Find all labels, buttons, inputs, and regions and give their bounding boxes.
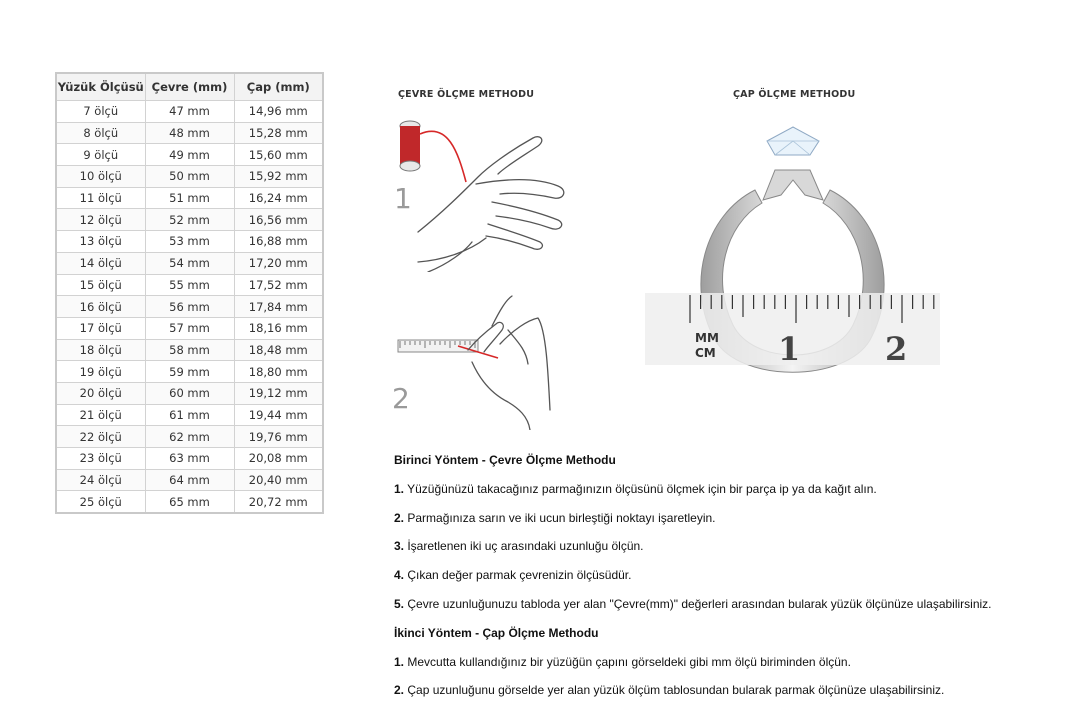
step-number: 2. — [394, 511, 405, 525]
diameter-cell: 18,16 mm — [234, 317, 323, 339]
table-row — [56, 339, 323, 361]
step-number: 5. — [394, 597, 405, 611]
step-number: 2. — [394, 683, 405, 697]
table-row — [56, 361, 323, 383]
step-text: Mevcutta kullandığınız bir yüzüğün çapını görseldeki gibi mm ölçü biriminden ölçün. — [404, 655, 851, 669]
diameter-method-title: ÇAP ÖLÇME METHODU — [733, 89, 856, 100]
table-row — [56, 426, 323, 448]
step-number: 1. — [394, 655, 405, 669]
size-cell: 9 ölçü — [56, 144, 145, 166]
table-row — [56, 382, 323, 404]
circumference-cell: 64 mm — [145, 469, 234, 491]
diameter-cell: 16,88 mm — [234, 231, 323, 253]
diameter-cell: 19,44 mm — [234, 404, 323, 426]
thread-wrap-illustration — [388, 112, 588, 272]
size-cell: 20 ölçü — [56, 382, 145, 404]
circumference-cell: 59 mm — [145, 361, 234, 383]
ruler-measure-illustration — [388, 290, 563, 430]
diameter-cell: 20,08 mm — [234, 448, 323, 470]
size-cell: 7 ölçü — [56, 101, 145, 123]
table-row — [56, 252, 323, 274]
circumference-cell: 48 mm — [145, 122, 234, 144]
diameter-cell: 18,48 mm — [234, 339, 323, 361]
method-1-step-2 — [394, 511, 716, 525]
diameter-cell: 15,60 mm — [234, 144, 323, 166]
thread-spool-icon — [400, 121, 420, 171]
circumference-cell: 60 mm — [145, 382, 234, 404]
size-cell: 22 ölçü — [56, 426, 145, 448]
header-circumference: Çevre (mm) — [145, 73, 234, 101]
hand-pinch-outline — [468, 296, 550, 430]
table-row — [56, 166, 323, 188]
step-text: İşaretlenen iki uç arasındaki uzunluğu ölçün. — [404, 539, 644, 553]
size-cell: 19 ölçü — [56, 361, 145, 383]
circumference-cell: 62 mm — [145, 426, 234, 448]
table-row — [56, 187, 323, 209]
circumference-cell: 58 mm — [145, 339, 234, 361]
ring-diameter-illustration — [645, 115, 940, 415]
size-cell: 15 ölçü — [56, 274, 145, 296]
size-cell: 10 ölçü — [56, 166, 145, 188]
ruler-unit-cm: CM — [695, 346, 716, 360]
diameter-cell: 19,76 mm — [234, 426, 323, 448]
ruler-unit-mm: MM — [695, 331, 719, 345]
method-2-heading: İkinci Yöntem - Çap Ölçme Methodu — [394, 626, 599, 640]
diameter-cell: 17,20 mm — [234, 252, 323, 274]
method-2-step-2 — [394, 683, 944, 697]
table-header-row — [56, 73, 323, 101]
size-cell: 18 ölçü — [56, 339, 145, 361]
hand-outline — [418, 137, 564, 272]
table-row — [56, 101, 323, 123]
step-1-number: 1 — [394, 182, 412, 215]
header-ring-size: Yüzük Ölçüsü — [56, 73, 145, 101]
diameter-cell: 19,12 mm — [234, 382, 323, 404]
size-cell: 17 ölçü — [56, 317, 145, 339]
size-cell: 8 ölçü — [56, 122, 145, 144]
diameter-cell: 16,56 mm — [234, 209, 323, 231]
diameter-cell: 20,72 mm — [234, 491, 323, 513]
circumference-method-title: ÇEVRE ÖLÇME METHODU — [398, 89, 535, 100]
method-1-step-5 — [394, 597, 992, 611]
method-1-heading: Birinci Yöntem - Çevre Ölçme Methodu — [394, 453, 616, 467]
table-row — [56, 231, 323, 253]
circumference-cell: 50 mm — [145, 166, 234, 188]
diameter-cell: 16,24 mm — [234, 187, 323, 209]
step-text: Parmağınıza sarın ve iki ucun birleştiği noktayı işaretleyin. — [404, 511, 716, 525]
size-cell: 24 ölçü — [56, 469, 145, 491]
table-row — [56, 274, 323, 296]
diameter-cell: 18,80 mm — [234, 361, 323, 383]
step-number: 3. — [394, 539, 405, 553]
table-row — [56, 122, 323, 144]
size-cell: 16 ölçü — [56, 296, 145, 318]
circumference-cell: 63 mm — [145, 448, 234, 470]
step-text: Yüzüğünüzü takacağınız parmağınızın ölçüsünü ölçmek için bir parça ip ya da kağıt alın. — [404, 482, 877, 496]
circumference-cell: 65 mm — [145, 491, 234, 513]
method-1-step-3 — [394, 539, 644, 553]
step-number: 4. — [394, 568, 405, 582]
step-2-number: 2 — [392, 382, 410, 415]
circumference-cell: 53 mm — [145, 231, 234, 253]
diameter-cell: 14,96 mm — [234, 101, 323, 123]
size-cell: 25 ölçü — [56, 491, 145, 513]
size-cell: 21 ölçü — [56, 404, 145, 426]
method-1-step-4 — [394, 568, 631, 582]
table-row — [56, 491, 323, 513]
table-row — [56, 296, 323, 318]
size-cell: 23 ölçü — [56, 448, 145, 470]
circumference-cell: 55 mm — [145, 274, 234, 296]
step-text: Çap uzunluğunu görselde yer alan yüzük ölçüm tablosundan bularak parmak ölçünüze ulaşabilirsiniz. — [404, 683, 945, 697]
size-cell: 12 ölçü — [56, 209, 145, 231]
diameter-cell: 20,40 mm — [234, 469, 323, 491]
diameter-cell: 15,92 mm — [234, 166, 323, 188]
step-text: Çıkan değer parmak çevrenizin ölçüsüdür. — [404, 568, 632, 582]
circumference-cell: 61 mm — [145, 404, 234, 426]
method-2-step-1 — [394, 655, 851, 669]
table-row — [56, 469, 323, 491]
size-cell: 14 ölçü — [56, 252, 145, 274]
ruler-mark-2: 2 — [885, 330, 908, 368]
circumference-cell: 49 mm — [145, 144, 234, 166]
small-ruler-icon — [398, 340, 478, 352]
circumference-cell: 47 mm — [145, 101, 234, 123]
table-row — [56, 144, 323, 166]
circumference-cell: 51 mm — [145, 187, 234, 209]
table-row — [56, 209, 323, 231]
table-row — [56, 448, 323, 470]
circumference-cell: 54 mm — [145, 252, 234, 274]
ruler-icon — [645, 293, 940, 368]
size-cell: 11 ölçü — [56, 187, 145, 209]
circumference-cell: 52 mm — [145, 209, 234, 231]
diameter-cell: 17,52 mm — [234, 274, 323, 296]
size-cell: 13 ölçü — [56, 231, 145, 253]
table-row — [56, 317, 323, 339]
diameter-cell: 15,28 mm — [234, 122, 323, 144]
circumference-cell: 56 mm — [145, 296, 234, 318]
circumference-cell: 57 mm — [145, 317, 234, 339]
table-body — [56, 101, 323, 514]
step-number: 1. — [394, 482, 405, 496]
diameter-cell: 17,84 mm — [234, 296, 323, 318]
ruler-mark-1: 1 — [778, 330, 801, 368]
ring-size-table — [55, 72, 324, 514]
table-row — [56, 404, 323, 426]
method-1-step-1 — [394, 482, 877, 496]
step-text: Çevre uzunluğunuzu tabloda yer alan "Çevre(mm)" değerleri arasından bularak yüzük ölçünüze ulaşabilirsiniz. — [404, 597, 992, 611]
header-diameter: Çap (mm) — [234, 73, 323, 101]
